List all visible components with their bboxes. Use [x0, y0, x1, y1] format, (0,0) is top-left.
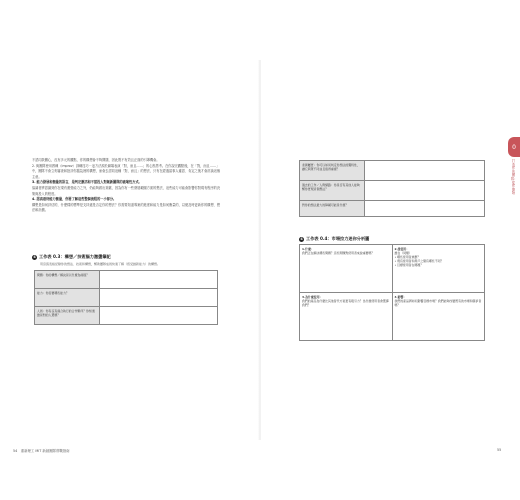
row-input-area[interactable]: [100, 289, 218, 307]
worksheet-03-title: 工作表 0.3：構想／技術腦力激盪筆記: [39, 254, 111, 259]
left-folio: 54 重新理工 MIT 新創團隊實戰指南: [13, 449, 70, 453]
table-row: [300, 181, 485, 201]
worksheet-04-heading: [299, 236, 369, 242]
row-input-area[interactable]: [100, 307, 218, 325]
worksheet-number-icon: 4: [300, 237, 303, 241]
grid-cell-what[interactable]: [300, 245, 393, 293]
row-input-area[interactable]: [100, 271, 218, 289]
row-input-area[interactable]: [365, 181, 485, 201]
chapter-tab: 0: [508, 137, 520, 157]
grid-cell-why[interactable]: [300, 293, 393, 341]
market-pull-grid: [299, 244, 485, 341]
item-4-heading: 4. 認真看待能力衡量，你要了解這些整個流程的一小部分。: [32, 197, 117, 202]
item-4-body: 構想是如何評估的，什麼樣的標準是支持還是否定你的想法？你需要知道專案的進度和能力是如何衡量的，以便及時更新你的構想、想法和計劃。: [32, 202, 221, 213]
row-input-area[interactable]: [365, 161, 485, 181]
table-row: [35, 307, 218, 325]
row-label: 差異屬實：你可以如何判定你想法的獨特性，讓它與眾不同並且值得重視？: [300, 161, 365, 181]
item-3-body: 協調者將認識到你在現有運營能力之外，仍能夠做出貢獻，因為你有一些發展範圍方面的想法，這些能力可能會影響你對現有程序的決策與投入的程度。: [32, 185, 221, 196]
paragraph-1: 不認同我關心，沒有多元的觀點，你的構想會不夠開闊，因此既不有效且正面的引導機會。: [32, 158, 160, 162]
left-page: [0, 0, 259, 500]
row-input-area[interactable]: [365, 201, 485, 217]
cell-title: 2.誰使用：: [394, 246, 410, 251]
worksheet-number-icon: 4: [33, 255, 36, 259]
right-top-table: [299, 160, 485, 217]
worksheet-03-subtitle: 用這張表格記錄你的想法、技術和構想，幫助團隊成員快速了解（感受創新能力）的構想。: [40, 262, 161, 266]
worksheet-03-table: [34, 270, 218, 325]
right-folio: 55: [497, 448, 502, 452]
cell-text: 我們正在解決哪些問題？這些問題對使用者來說重要嗎？: [302, 250, 375, 255]
cell-title: 3.為什麼使用：: [302, 294, 323, 299]
left-body-text: [32, 158, 222, 214]
item-3-heading: 3. 能力發展和衡量的語言，是判定激活和不當投入對創新團隊的破壞性方式。: [32, 180, 142, 185]
table-row: [35, 289, 218, 307]
grid-row: [300, 245, 485, 293]
worksheet-03-heading: [32, 254, 111, 260]
row-label: 過去的工作／人際網路：你是否有其他人能夠幫你實現這個想法？: [300, 181, 365, 201]
row-label: 能力：你需要哪些能力？: [35, 289, 100, 307]
cell-title: 1.什麼：: [302, 246, 314, 251]
grid-cell-who[interactable]: [392, 245, 485, 293]
cell-text: 我們的產品將如何影響目標市場？我們能夠改變既有的市場和競爭者嗎？: [394, 298, 482, 307]
grid-cell-impact[interactable]: [392, 293, 485, 341]
cell-text: 誰在（同類） • 哪些使用者族群？ • 現有使用者和用戶之間有哪些不同？ • 目標使用者在哪裡？: [394, 250, 444, 267]
cell-text: 我們的產品為什麼比其他替代方案更有吸引力？為什麼使用者會選擇我們？: [302, 298, 389, 307]
row-label: 對你的想法最大的障礙可能是什麼？: [300, 201, 365, 217]
chapter-vertical-title: 打造你的團隊：從你開始: [511, 159, 518, 196]
worksheet-04-title: 工作表 0.4：市場拉力迷你分析圖: [306, 236, 370, 241]
row-label: 問題：你的構想／解決是以什麼為前提？: [35, 271, 100, 289]
row-label: 人員：你有沒有適合執行的合作夥伴？你知道誰是對的人選嗎？: [35, 307, 100, 325]
paragraph-2: 2. 與團隊使用教練（improv）訓練技巧－這方法源於劇場表演「對，而且……」的心態思考。在你說完觀點後，在「對，而且……」中，團隊不會立刻審查和批評你腦袋裡的構想，而會去認同這種「對，而且」的想法，只有在經過當事人確認、肯定之後才會討論這個主意。: [32, 163, 221, 179]
grid-row: [300, 293, 485, 341]
table-row: [35, 271, 218, 289]
cell-title: 4.影響：: [394, 294, 407, 299]
table-row: [300, 161, 485, 181]
table-row: [300, 201, 485, 217]
